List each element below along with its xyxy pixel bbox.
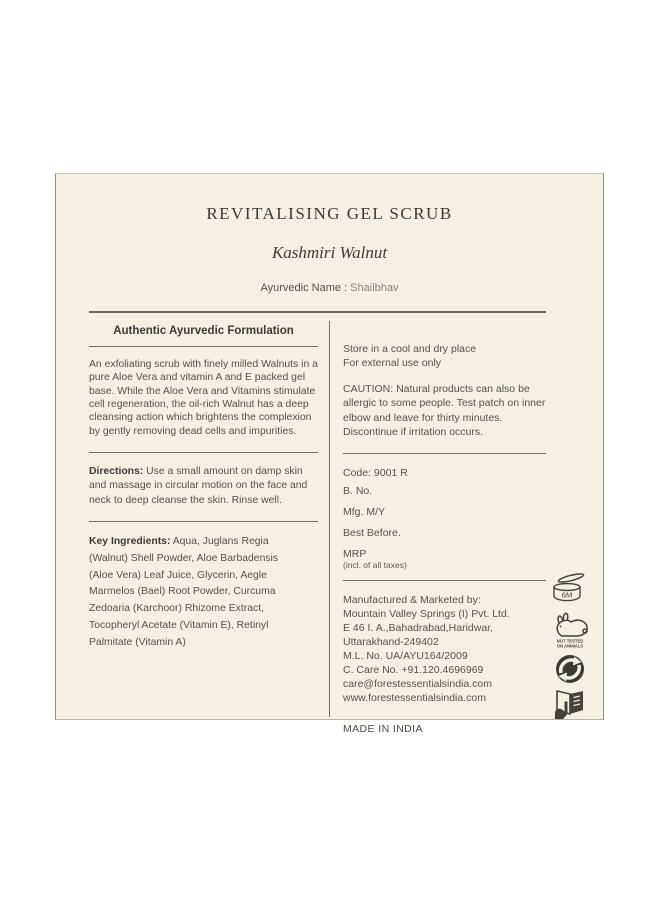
product-description: An exfoliating scrub with finely milled Walnuts in a pure Aloe Vera and vitamin A and E packed gel base. While the Aloe Vera and Vitamins stimulate cell regeneration, the oil-rich Walnut has a deep cleansing action which brightens the complexion by gently removing dead cells and impurities. (89, 359, 318, 437)
svg-text:6M: 6M (561, 590, 573, 600)
key-ingredients-text (89, 534, 287, 652)
made-in-india-text: MADE IN INDIA (343, 722, 423, 735)
ayurvedic-name-label: Ayurvedic Name : (260, 282, 348, 294)
storage-line-1: Store in a cool and dry place (343, 343, 477, 355)
divider (343, 453, 546, 454)
key-ingredients-body: Aqua, Juglans Regia (Walnut) Shell Powder, Aloe Barbadensis (Aloe Vera) Leaf Juice, Glycerin, Aegle Marmelos (Bael) Root Powder, Curcuma Zedoaria (Karchoor) Rhizome Extract, Tocopheryl Acetate (Vitamin E), Retinyl Palmitate (Vitamin A) (89, 535, 279, 649)
manufacturer-line: Uttarakhand-249402 (343, 635, 439, 648)
key-ingredients-label: Key Ingredients: (89, 535, 171, 547)
ayurvedic-name-value: Shailbhav (350, 282, 399, 294)
svg-text:ON ANIMALS: ON ANIMALS (556, 643, 584, 649)
product-title: REVITALISING GEL SCRUB (206, 204, 453, 223)
right-column (330, 321, 546, 735)
directions-text (89, 465, 318, 508)
divider (343, 580, 546, 581)
product-variant: Kashmiri Walnut (271, 243, 388, 262)
mrp-note: (incl. of all taxes) (343, 559, 407, 570)
header-divider (89, 311, 546, 313)
not-tested-on-animals-icon (548, 610, 592, 650)
mfg-date: Mfg. M/Y (343, 505, 386, 518)
manufacturer-line: Mountain Valley Springs (I) Pvt. Ltd. (343, 607, 510, 620)
manufacturer-email: care@forestessentialsindia.com (343, 677, 492, 690)
left-column-heading: Authentic Ayurvedic Formulation (113, 325, 294, 337)
batch-info (343, 467, 546, 570)
product-label-card (55, 173, 604, 735)
storage-line-2: For external use only (343, 357, 442, 370)
svg-text:NOT TESTED: NOT TESTED (556, 638, 584, 644)
product-code: Code: 9001 R (343, 466, 408, 479)
batch-number: B. No. (343, 484, 373, 497)
manufacturer-website: www.forestessentialsindia.com (343, 691, 486, 704)
mrp: MRP (343, 547, 367, 560)
manufacturer-line: M.L. No. UA/AYU164/2009 (343, 649, 468, 662)
certification-icons (546, 572, 594, 720)
left-column (89, 321, 330, 717)
divider (89, 521, 318, 522)
manufacturer-line: E 46 I. A.,Bahadrabad,Haridwar, (343, 621, 494, 634)
divider (89, 452, 318, 453)
green-dot-recycle-icon (555, 654, 585, 684)
storage-instructions (343, 342, 546, 371)
manufacturer-line: Manufactured & Marketed by: (343, 593, 481, 606)
label-body (89, 321, 546, 735)
caution-text: CAUTION: Natural products can also be allergic to some people. Test patch on inner elbow and leave for thirty minutes. Discontinue if irritation occurs. (343, 382, 546, 439)
refer-to-leaflet-icon (552, 688, 588, 720)
manufacturer-line: C. Care No. +91.120.4696969 (343, 663, 484, 676)
ayurvedic-name (56, 282, 603, 294)
pao-6m-jar-icon (550, 572, 590, 606)
manufacturer-info (343, 594, 543, 706)
directions-body: Use a small amount on damp skin and massage in circular motion on the face and neck to deep cleanse the skin. Rinse well. (89, 465, 308, 506)
best-before: Best Before. (343, 526, 401, 539)
divider (89, 346, 318, 347)
directions-label: Directions: (89, 465, 144, 477)
